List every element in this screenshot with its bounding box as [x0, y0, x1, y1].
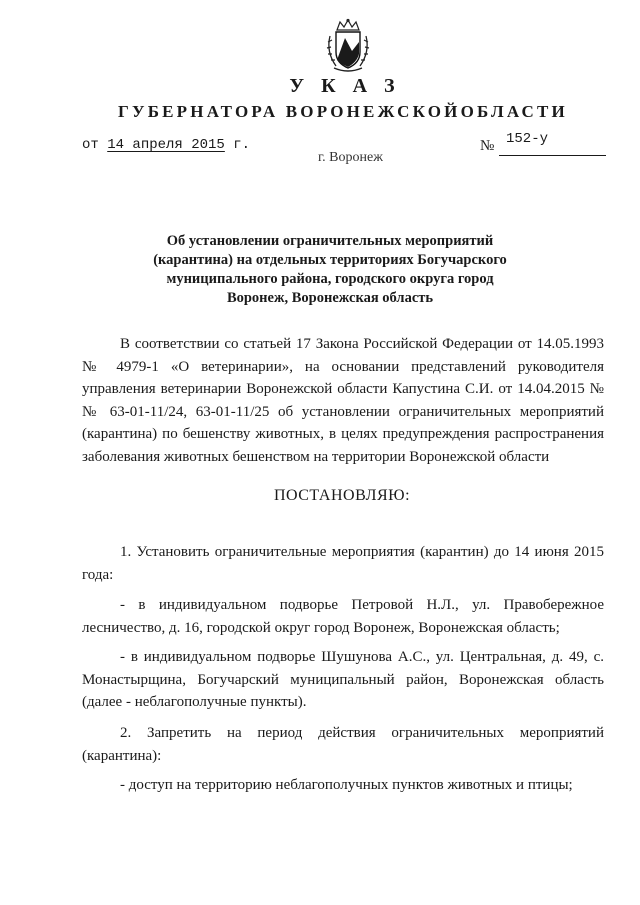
- item-2-subitem-a: - доступ на территорию неблагополучных пунктов животных и птицы;: [120, 777, 573, 793]
- city-name: г. Воронеж: [318, 150, 383, 165]
- number-label: №: [480, 138, 495, 154]
- date-suffix: г.: [224, 137, 251, 153]
- document-subtitle: ГУБЕРНАТОРА ВОРОНЕЖСКОЙОБЛАСТИ: [118, 102, 568, 121]
- item-1-subitem-b: - в индивидуальном подворье Шушунова А.С., ул. Центральная, д. 49, с. Монастырщина, Богучарский муниципальный район, Воронежская область (далее - неблагополучные пункты).: [82, 649, 604, 710]
- number-underline: [499, 155, 606, 156]
- date-value: 14 апреля 2015: [107, 137, 225, 153]
- document-number: [480, 131, 606, 155]
- item-2: 2. Запретить на период действия ограничительных мероприятий (карантина):: [82, 725, 604, 764]
- document-title: У К А З: [289, 75, 401, 97]
- date-prefix: от: [82, 137, 108, 153]
- preamble-paragraph: В соответствии со статьей 17 Закона Российской Федерации от 14.05.1993 № 4979-1 «О ветеринарии», на основании представлений руководителя управления ветеринарии Воронежской области Капустина С.И. от 14.04.2015 №№ 63-01-11/24, 63-01-11/25 об установлении ограничительных мероприятий (карантина) по бешенству животных, в целях предупреждения распространения заболевания животных бешенством на территории Воронежской области: [82, 336, 604, 465]
- document-date: [82, 137, 250, 153]
- item-1-subitem-a: - в индивидуальном подворье Петровой Н.Л., ул. Правобережное лесничество, д. 16, городской округ город Воронеж, Воронежская область;: [82, 597, 604, 636]
- document-heading: Об установлении ограничительных мероприятий (карантина) на отдельных территориях Богучарского муниципального района, городского округа город Воронеж, Воронежская область: [153, 233, 507, 306]
- item-1: 1. Установить ограничительные мероприятия (карантин) до 14 июня 2015 года:: [82, 544, 604, 583]
- decree-word: ПОСТАНОВЛЯЮ:: [273, 487, 411, 504]
- number-value: 152-у: [506, 131, 549, 147]
- coat-of-arms-icon: [322, 18, 374, 74]
